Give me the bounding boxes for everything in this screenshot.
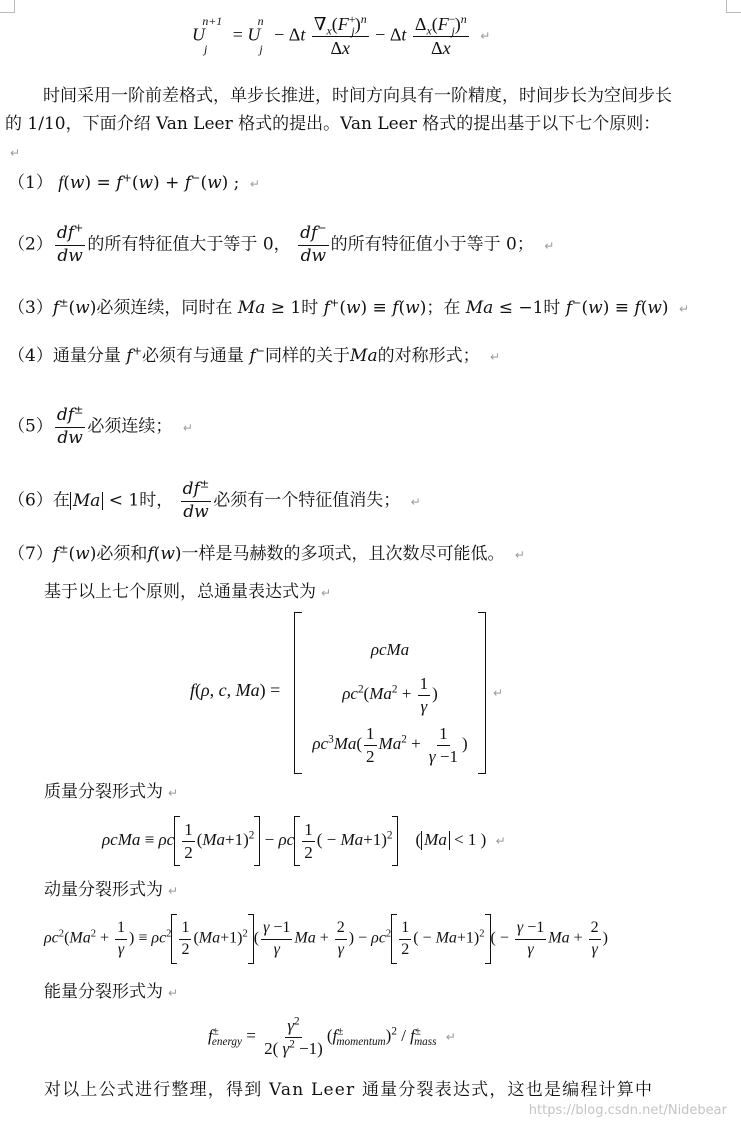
principle-6: （6）在 Ma < 1时， $\frac{df^\pm}{dw}$ 必须有一个特征值消失； ↵ [8,477,421,522]
watermark: https://blog.csdn.net/Nidebear [528,1103,727,1118]
energy-split-label: 能量分裂形式为 ↵ [44,982,179,1002]
total-flux-lhs: f(ρ, c, Ma) = [190,680,281,700]
principle-3: （3）f±(w)必须连续，同时在 Ma ≥ 1时 f+(w) ≡ f(w)；在 Ma ≤ −1时 f−(w) ≡ f(w) ↵ [8,296,690,318]
page-corner-mark [0,0,15,13]
mass-split-equation: ρcMa ≡ ρc $\frac{1}{2}$ $(Ma+1)^2 - \rho c$ $\frac{1}{2}$ ( − Ma+1)$^2$ ( Ma < 1 ) ↵ [102,816,506,866]
paragraph-mark: ↵ [480,29,491,44]
page-corner-mark [726,0,741,13]
momentum-split-label: 动量分裂形式为 ↵ [44,880,179,900]
paragraph-mark: ↵ [493,686,504,700]
principle-2: （2） $\frac{df^+}{dw}$ 的所有特征值大于等于 0， $\frac{df^-}{dw}$ 的所有特征值小于等于 0； ↵ [8,221,555,266]
principle-1: （1） f(w) = f+(w) + f−(w) ; ↵ [8,171,260,193]
intro-paragraph: 时间采用一阶前差格式，单步长推进，时间方向具有一阶精度，时间步长为空间步长的 1/10，下面介绍 Van Leer 格式的提出。Van Leer 格式的提出基于以下七个原则：↵ [5,86,672,160]
update-equation: $U_j^{n+1} = U_j^n - \Delta t$ $\frac{\nabla_x(F^+_j)^n}{\Delta x}$ − Δt $\frac{\Delta_x(F^-_j)^n}{\Delta x}$ ↵ [192,12,491,58]
total-flux-intro: 基于以上七个原则，总通量表达式为 ↵ [44,582,332,602]
principle-5: （5） $\frac{df^\pm}{dw}$ 必须连续； ↵ [8,403,193,448]
flux-vector-matrix: ρcMa $\rho c^2(Ma^2$ + $\frac{1}{\gamma}$ ) $\rho c^3Ma$( $\frac{1}{2}$ $Ma^2$ + $\frac{1}{\gamma -1}$ ) [294,612,486,774]
energy-split-equation: $f^\pm_{energy}$ = $\frac{\gamma^2}{2( \gamma^2 -1)}$ $(f^\pm_{momentum})^2 / f^\pm_{mass}$ ↵ [208,1015,456,1058]
principle-7: （7）f±(w)必须和f(w)一样是马赫数的多项式，且次数尽可能低。 ↵ [8,542,525,564]
closing-paragraph: 对以上公式进行整理，得到 Van Leer 通量分裂表达式，这也是编程计算中 [44,1080,654,1100]
mass-split-label: 质量分裂形式为 ↵ [44,782,179,802]
principle-4: （4）通量分量 f+必须有与通量 f−同样的关于Ma的对称形式； ↵ [8,344,501,366]
momentum-split-equation: $\rho c^2(Ma^2$ + $\frac{1}{\gamma}$ ) ≡ $\rho c^2$ $\frac{1}{2}$ $(Ma+1)^2$ ( $\frac{\gamma -1}{\gamma}$ Ma + $\frac{2}{\gamma}$ ) − $\rho c^2$ $\frac{1}{2}$ ( − Ma+1)$^2$ ( − $\frac{\gamma -1}{\gamma}$ Ma + $\frac{2}{\gamma}$ ) [44,914,608,964]
